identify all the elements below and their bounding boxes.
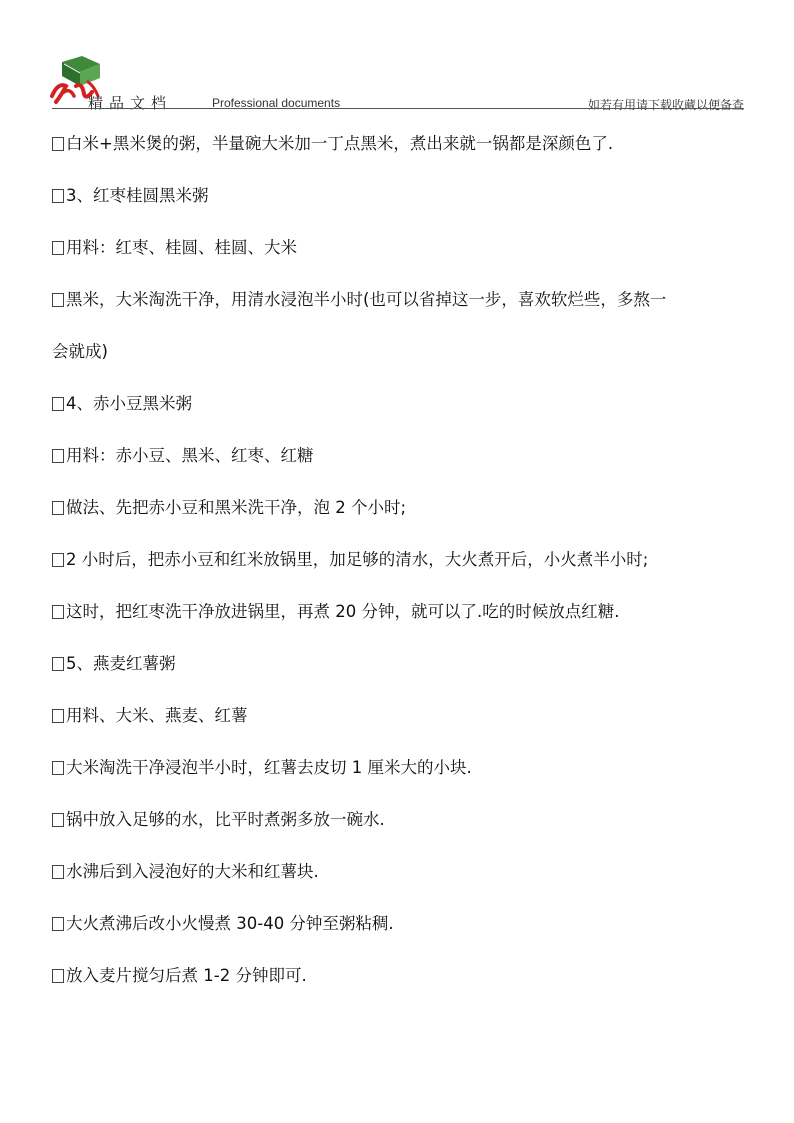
- paragraph-line: 白米+黑米煲的粥，半量碗大米加一丁点黑米，煮出来就一锅都是深颜色了.: [52, 118, 752, 170]
- section-heading: 4、赤小豆黑米粥: [52, 378, 752, 430]
- section-heading: 5、燕麦红薯粥: [52, 638, 752, 690]
- bullet-box-icon: [52, 813, 64, 827]
- bullet-box-icon: [52, 553, 64, 567]
- header-title: 精品文档: [88, 94, 173, 112]
- bullet-box-icon: [52, 917, 64, 931]
- bullet-box-icon: [52, 605, 64, 619]
- header-divider: [52, 108, 744, 109]
- document-body: [52, 118, 752, 1002]
- header-subtitle: Professional documents: [212, 96, 341, 110]
- paragraph-line: 黑米，大米淘洗干净，用清水浸泡半小时(也可以省掉这一步，喜欢软烂些，多熬一: [52, 274, 752, 326]
- paragraph-line: 用料：红枣、桂圆、桂圆、大米: [52, 222, 752, 274]
- paragraph-line: 大火煮沸后改小火慢煮 30-40 分钟至粥粘稠.: [52, 898, 752, 950]
- paragraph-line-continued: 会就成): [52, 342, 108, 361]
- bullet-box-icon: [52, 657, 64, 671]
- paragraph-line: 这时，把红枣洗干净放进锅里，再煮 20 分钟，就可以了.吃的时候放点红糖.: [52, 586, 752, 638]
- bullet-box-icon: [52, 397, 64, 411]
- paragraph-line: 用料、大米、燕麦、红薯: [52, 690, 752, 742]
- header-note: 如若有用请下载收藏以便备查: [587, 98, 744, 112]
- bullet-box-icon: [52, 137, 64, 151]
- bullet-box-icon: [52, 865, 64, 879]
- bullet-box-icon: [52, 709, 64, 723]
- page-header: [48, 52, 748, 112]
- bullet-box-icon: [52, 761, 64, 775]
- bullet-box-icon: [52, 969, 64, 983]
- bullet-box-icon: [52, 189, 64, 203]
- paragraph-line: 水沸后到入浸泡好的大米和红薯块.: [52, 846, 752, 898]
- paragraph-line: 2 小时后，把赤小豆和红米放锅里，加足够的清水，大火煮开后，小火煮半小时;: [52, 534, 752, 586]
- bullet-box-icon: [52, 501, 64, 515]
- bullet-box-icon: [52, 241, 64, 255]
- paragraph-line: 用料：赤小豆、黑米、红枣、红糖: [52, 430, 752, 482]
- section-heading: 3、红枣桂圆黑米粥: [52, 170, 752, 222]
- bullet-box-icon: [52, 293, 64, 307]
- bullet-box-icon: [52, 449, 64, 463]
- paragraph-line: 放入麦片搅匀后煮 1-2 分钟即可.: [52, 950, 752, 1002]
- paragraph-line: 大米淘洗干净浸泡半小时，红薯去皮切 1 厘米大的小块.: [52, 742, 752, 794]
- paragraph-line: 做法、先把赤小豆和黑米洗干净，泡 2 个小时;: [52, 482, 752, 534]
- paragraph-line: 锅中放入足够的水，比平时煮粥多放一碗水.: [52, 794, 752, 846]
